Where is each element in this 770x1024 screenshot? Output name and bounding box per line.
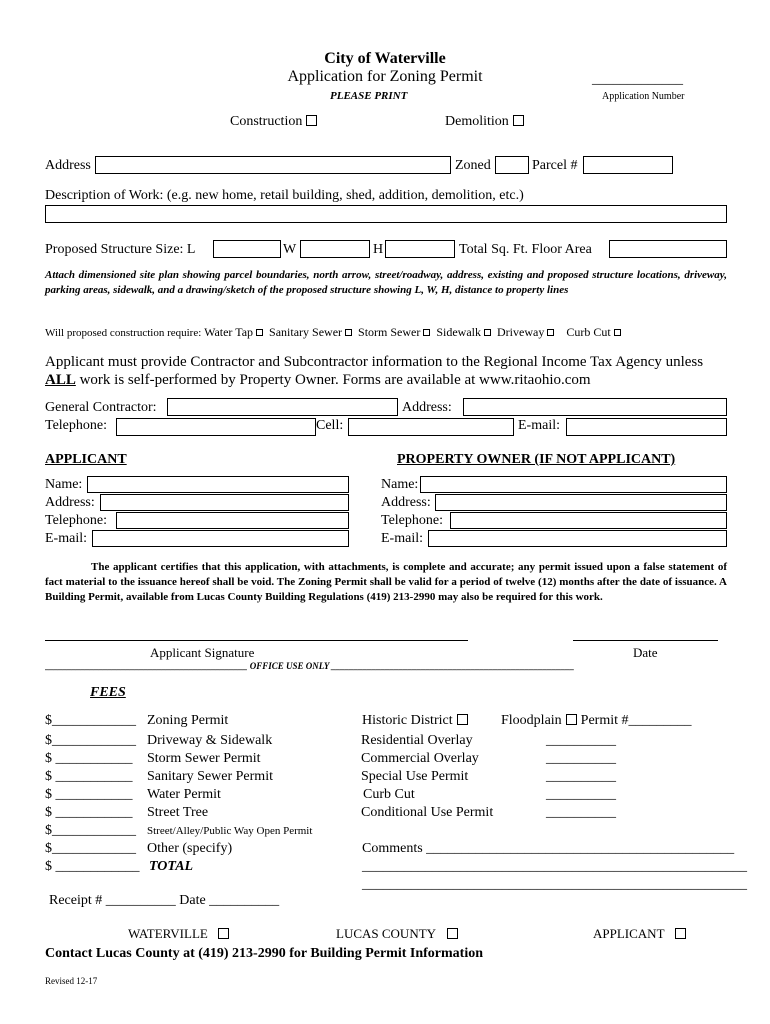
applicant-name-input[interactable] — [87, 476, 349, 493]
owner-name-input[interactable] — [420, 476, 727, 493]
conditional-use-blank[interactable]: __________ — [546, 805, 616, 820]
total-sqft-label: Total Sq. Ft. Floor Area — [459, 242, 592, 257]
owner-address-input[interactable] — [435, 494, 727, 511]
comments-line[interactable]: _______________________________________________________ — [362, 877, 747, 892]
please-print: PLEASE PRINT — [330, 90, 408, 102]
owner-address-label: Address: — [381, 495, 431, 510]
applicant-copy-checkbox[interactable] — [675, 928, 686, 939]
owner-heading: PROPERTY OWNER (IF NOT APPLICANT) — [397, 452, 676, 467]
commercial-overlay-label: Commercial Overlay — [361, 751, 479, 766]
receipt-date[interactable]: Receipt # __________ Date __________ — [49, 893, 280, 908]
applicant-address-input[interactable] — [100, 494, 349, 511]
owner-telephone-label: Telephone: — [381, 513, 443, 528]
site-plan-note: Attach dimensioned site plan showing parcel boundaries, north arrow, street/roadway, address, existing and proposed structure locations, driveway, parking areas, sidewalk, and a drawing/sketch of the proposed structure showing L, W, H, distance to property lines — [45, 269, 727, 296]
lucas-county-checkbox[interactable] — [447, 928, 458, 939]
curb-cut-office-label: Curb Cut — [363, 787, 415, 802]
width-input[interactable] — [300, 240, 370, 258]
copy-lucas-county: LUCAS COUNTY — [336, 926, 458, 942]
fee-row: $____________ Street/Alley/Public Way Open Permit — [45, 823, 313, 838]
historic-district-checkbox[interactable] — [457, 714, 468, 725]
parcel-label: Parcel # — [532, 158, 578, 173]
structure-size-label: Proposed Structure Size: L — [45, 242, 196, 257]
applicant-telephone-label: Telephone: — [45, 513, 107, 528]
fee-row: $____________ Driveway & Sidewalk — [45, 733, 273, 748]
applicant-email-label: E-mail: — [45, 531, 87, 546]
contractor-note-line2: ALL work is self-performed by Property Owner. Forms are available at www.ritaohio.com — [45, 372, 591, 388]
demolition-option — [445, 114, 524, 130]
special-use-label: Special Use Permit — [361, 769, 469, 784]
commercial-overlay-blank[interactable]: __________ — [546, 751, 616, 766]
applicant-address-label: Address: — [45, 495, 95, 510]
curb-cut-checkbox[interactable] — [614, 329, 621, 336]
demolition-checkbox[interactable] — [513, 115, 524, 126]
fee-row: $____________ Other (specify) — [45, 841, 233, 856]
all-emphasis: ALL — [45, 372, 76, 388]
applicant-email-input[interactable] — [92, 530, 349, 547]
revision-date: Revised 12-17 — [45, 976, 98, 986]
address-label: Address — [45, 158, 91, 173]
fee-row-total: $ ____________ TOTAL — [45, 859, 194, 874]
floodplain: Floodplain Permit #_________ — [501, 713, 692, 728]
height-input[interactable] — [385, 240, 455, 258]
sanitary-sewer-label: Sanitary Sewer — [269, 325, 343, 339]
applicant-signature-line[interactable] — [45, 640, 468, 641]
contractor-email-input[interactable] — [566, 418, 727, 436]
owner-telephone-input[interactable] — [450, 512, 727, 529]
applicant-telephone-input[interactable] — [116, 512, 349, 529]
fee-row: $ ___________ Street Tree — [45, 805, 209, 820]
comments-field[interactable]: Comments ____________________________________________ — [362, 841, 735, 856]
applicant-name-label: Name: — [45, 477, 83, 492]
form-title: Application for Zoning Permit — [287, 68, 483, 85]
curb-cut-blank[interactable]: __________ — [546, 787, 616, 802]
fee-row: $____________ Zoning Permit — [45, 713, 229, 728]
date-signature-line[interactable] — [573, 640, 718, 641]
application-number-label: Application Number — [602, 91, 685, 102]
construction-option — [230, 114, 317, 130]
zoned-input[interactable] — [495, 156, 529, 174]
parcel-input[interactable] — [583, 156, 673, 174]
height-label: H — [373, 242, 384, 257]
certification-text: The applicant certifies that this application, with attachments, is complete and accurate; any permit issued upon a false statement of fact material to the issuance hereof shall be void. The Zoning Permit shall be valid for a period of twelve (12) months after the date of issuance. A Building Permit, available from Lucas County Building Regulations (419) 213-2990 may also be required for this work. — [45, 561, 727, 603]
fee-row: $ ___________ Water Permit — [45, 787, 221, 802]
office-use-divider: _____________________________________________ OFFICE USE ONLY ______________________________________________________ — [45, 661, 575, 671]
sidewalk-label: Sidewalk — [436, 325, 482, 339]
contractor-telephone-input[interactable] — [116, 418, 316, 436]
length-input[interactable] — [213, 240, 281, 258]
contact-lucas-county: Contact Lucas County at (419) 213-2990 for Building Permit Information — [45, 946, 484, 961]
contractor-cell-label: Cell: — [316, 418, 344, 433]
zoned-label: Zoned — [455, 158, 491, 173]
waterville-checkbox[interactable] — [218, 928, 229, 939]
address-input[interactable] — [95, 156, 451, 174]
fee-row: $ ___________ Storm Sewer Permit — [45, 751, 261, 766]
description-input[interactable] — [45, 205, 727, 223]
driveway-checkbox[interactable] — [547, 329, 554, 336]
conditional-use-label: Conditional Use Permit — [361, 805, 494, 820]
applicant-signature-label: Applicant Signature — [150, 645, 255, 660]
contractor-address-input[interactable] — [463, 398, 727, 416]
storm-sewer-label: Storm Sewer — [358, 325, 421, 339]
copy-waterville: WATERVILLE — [128, 926, 229, 942]
construction-label: Construction — [230, 114, 303, 129]
special-use-blank[interactable]: __________ — [546, 769, 616, 784]
curb-cut-label: Curb Cut — [566, 325, 611, 339]
floodplain-checkbox[interactable] — [566, 714, 577, 725]
driveway-label: Driveway — [497, 325, 545, 339]
requires-row — [45, 325, 624, 340]
city-title: City of Waterville — [324, 50, 446, 67]
contractor-cell-input[interactable] — [348, 418, 514, 436]
application-number-field[interactable]: _____________ — [592, 72, 683, 87]
description-label: Description of Work: (e.g. new home, retail building, shed, addition, demolition, etc.) — [45, 188, 524, 203]
applicant-heading: APPLICANT — [45, 452, 127, 467]
width-label: W — [283, 242, 297, 257]
water-tap-label: Water Tap — [204, 325, 254, 339]
sanitary-sewer-checkbox[interactable] — [345, 329, 352, 336]
comments-line[interactable]: _______________________________________________________ — [362, 859, 747, 874]
demolition-label: Demolition — [445, 114, 509, 129]
general-contractor-label: General Contractor: — [45, 400, 157, 415]
copy-applicant: APPLICANT — [593, 926, 686, 942]
residential-overlay-label: Residential Overlay — [361, 733, 473, 748]
general-contractor-input[interactable] — [167, 398, 398, 416]
total-sqft-input[interactable] — [609, 240, 727, 258]
owner-email-input[interactable] — [428, 530, 727, 547]
requires-lead: Will proposed construction require: — [45, 327, 202, 339]
contractor-address-label: Address: — [402, 400, 452, 415]
storm-sewer-checkbox[interactable] — [423, 329, 430, 336]
sidewalk-checkbox[interactable] — [484, 329, 491, 336]
water-tap-checkbox[interactable] — [256, 329, 263, 336]
owner-name-label: Name: — [381, 477, 419, 492]
contractor-note-line1: Applicant must provide Contractor and Subcontractor information to the Regional Income Tax Agency unless — [45, 354, 704, 370]
historic-district: Historic District — [362, 713, 468, 729]
date-label: Date — [633, 645, 658, 660]
residential-overlay-blank[interactable]: __________ — [546, 733, 616, 748]
fees-heading: FEES — [90, 685, 126, 700]
fee-row: $ ___________ Sanitary Sewer Permit — [45, 769, 273, 784]
owner-email-label: E-mail: — [381, 531, 423, 546]
contractor-email-label: E-mail: — [518, 418, 560, 433]
contractor-telephone-label: Telephone: — [45, 418, 107, 433]
construction-checkbox[interactable] — [306, 115, 317, 126]
